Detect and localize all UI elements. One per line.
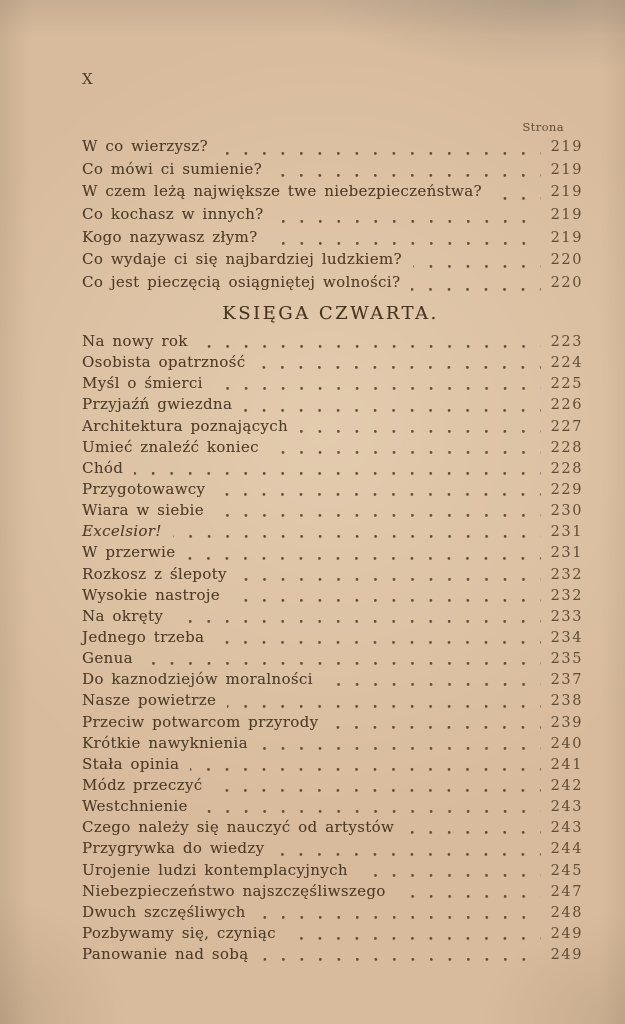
toc-entry-title: Przyjaźń gwiezdna [82, 395, 233, 414]
toc-entry [82, 860, 584, 882]
toc-entry-page-number: 219 [550, 184, 584, 201]
toc-entry-title: Przygotowawcy [82, 479, 206, 498]
dot-leader [273, 174, 541, 177]
toc-entry-title: Stała opinia [82, 754, 180, 773]
dot-leader [231, 599, 541, 602]
toc-entry-title: Osobista opatrzność [82, 353, 246, 372]
toc-entry-title: Co jest pieczęcią osiągniętej wolności? [82, 273, 401, 292]
toc-entry-title: Co mówi ci sumienie? [82, 159, 263, 178]
toc-entry-title: Czego należy się nauczyć od artystów [82, 818, 395, 837]
toc-entry-page-number: 219 [550, 139, 584, 155]
toc-entry-title: Genua [82, 649, 133, 668]
toc-entry-page-number: 224 [550, 355, 584, 372]
toc-entry [82, 522, 584, 543]
dot-leader [190, 768, 540, 771]
toc-entry-page-number: 244 [550, 841, 584, 858]
dot-leader [216, 493, 540, 496]
toc-entry [82, 564, 584, 586]
toc-entry [82, 458, 584, 480]
toc-entry-page-number: 238 [550, 693, 584, 710]
toc-entry-title: Na okręty [82, 606, 164, 625]
toc-entry [82, 479, 584, 501]
toc-entry-page-number: 248 [550, 904, 584, 921]
toc-section-questions [82, 137, 584, 296]
dot-leader [219, 152, 541, 155]
toc-entry-title: Przygrywka do wiedzy [82, 839, 265, 858]
toc-entry [82, 627, 584, 649]
toc-entry-title: Westchnienie [82, 797, 188, 816]
toc-entry-title: Excelsior! [82, 522, 162, 541]
toc-entry-title: W co wierzysz? [82, 137, 208, 155]
toc-entry-title: Módz przeczyć [82, 775, 203, 794]
toc-entry [82, 775, 584, 797]
toc-entry [82, 923, 584, 945]
dot-leader [199, 345, 541, 348]
toc-entry-page-number: 235 [550, 651, 584, 668]
dot-leader [134, 472, 540, 475]
toc-entry [82, 374, 584, 395]
toc-entry-page-number: 230 [550, 503, 584, 520]
toc-entry-title: Wiara w siebie [82, 501, 204, 520]
dot-leader [397, 895, 541, 898]
toc-entry-title: Nasze powietrze [82, 691, 217, 710]
toc-entry-title: Chód [82, 458, 124, 477]
dot-leader [329, 726, 540, 729]
toc-entry-title: Do kaznodziejów moralności [82, 670, 313, 689]
toc-entry-page-number: 243 [550, 799, 584, 816]
toc-entry-title: Przeciw potwarcom przyrody [82, 712, 319, 731]
dot-leader [493, 197, 541, 200]
toc-entry-page-number: 219 [550, 161, 584, 178]
toc-entry-page-number: 226 [550, 397, 584, 414]
toc-entry-title: Wysokie nastroje [82, 585, 220, 604]
toc-entry [82, 818, 584, 839]
dot-leader [260, 958, 541, 961]
toc-entry [82, 585, 584, 607]
dot-leader [215, 514, 541, 517]
dot-leader [144, 662, 541, 665]
toc-entry-title: Panowanie nad sobą [82, 945, 249, 964]
toc-entry [82, 797, 584, 818]
toc-entry-title: Kogo nazywasz złym? [82, 227, 258, 246]
toc-entry [82, 543, 584, 564]
toc-entry-page-number: 228 [550, 439, 584, 456]
toc-entry [82, 205, 584, 228]
dot-leader [287, 937, 541, 940]
toc-entry [82, 159, 584, 183]
toc-entry [82, 754, 584, 776]
toc-entry-page-number: 234 [550, 629, 584, 646]
toc-entry-title: Pozbywamy się, czyniąc [82, 923, 276, 942]
toc-entry-page-number: 240 [550, 735, 584, 752]
toc-entry-title: Co kochasz w innych? [82, 205, 264, 224]
dot-leader [243, 409, 540, 412]
toc-entry-page-number: 231 [550, 545, 584, 562]
dot-leader [256, 366, 540, 369]
toc-entry [82, 353, 584, 374]
page-column-header: Strona [522, 120, 564, 134]
toc-entry-page-number: 229 [550, 481, 584, 498]
toc-entry-title: Krótkie nawyknienia [82, 733, 248, 752]
toc-entry-title: Urojenie ludzi kontemplacyjnych [82, 860, 348, 879]
toc-entry [82, 649, 584, 670]
dot-leader [359, 874, 541, 877]
toc-entry-page-number: 228 [550, 460, 584, 477]
toc-entry-page-number: 219 [550, 207, 584, 224]
toc-entry [82, 839, 584, 860]
dot-leader [299, 430, 541, 433]
toc-entry [82, 670, 584, 691]
toc-entry-title: Myśl o śmierci [82, 374, 203, 393]
toc-entry [82, 227, 584, 251]
page-marker: X [82, 70, 94, 88]
toc-entry-page-number: 227 [550, 418, 584, 435]
dot-leader [269, 242, 541, 245]
dot-leader [405, 831, 540, 834]
toc-entry [82, 250, 584, 273]
toc-entry-page-number: 231 [550, 524, 584, 541]
dot-leader [238, 578, 541, 581]
toc-entry-title: Architektura poznających [82, 416, 288, 435]
dot-leader [257, 916, 541, 919]
toc-entry [82, 606, 584, 628]
toc-entry-page-number: 219 [550, 229, 584, 246]
toc-entry-title: Co wydaje ci się najbardziej ludzkiem? [82, 250, 402, 269]
toc-entry-page-number: 243 [550, 820, 584, 837]
toc-entry-title: Rozkosz z ślepoty [82, 564, 227, 583]
toc-entry-title: Dwuch szczęśliwych [82, 902, 246, 921]
toc-entry [82, 691, 584, 712]
toc-entry [82, 137, 584, 160]
dot-leader [259, 747, 541, 750]
toc-entry-page-number: 233 [550, 608, 584, 625]
toc-entry-page-number: 225 [550, 376, 584, 393]
dot-leader [324, 683, 541, 686]
dot-leader [227, 705, 540, 708]
toc-entry [82, 902, 584, 924]
toc-entry-title: Niebezpieczeństwo najszczęśliwszego [82, 881, 386, 900]
dot-leader [275, 220, 541, 223]
toc-entry [82, 273, 584, 296]
toc-entry-page-number: 220 [550, 252, 584, 269]
toc-entry-page-number: 242 [550, 777, 584, 794]
toc-entry-title: W czem leżą największe twe niebezpieczeństwa? [82, 182, 482, 201]
toc-entry [82, 437, 584, 459]
dot-leader [270, 451, 541, 454]
dot-leader [214, 387, 541, 390]
toc-entry-page-number: 249 [550, 925, 584, 942]
toc-entry-page-number: 245 [550, 862, 584, 879]
dot-leader [186, 557, 540, 560]
toc-entry-title: W przerwie [82, 543, 176, 562]
toc-entry [82, 881, 584, 903]
toc-entry-page-number: 220 [550, 275, 584, 292]
dot-leader [275, 853, 540, 856]
toc-entry [82, 395, 584, 416]
dot-leader [199, 810, 541, 813]
toc-entry-title: Umieć znaleźć koniec [82, 437, 259, 456]
toc-entry-page-number: 232 [550, 566, 584, 583]
toc-entry [82, 501, 584, 522]
dot-leader [173, 535, 541, 538]
toc-entry-title: Jednego trzeba [82, 627, 205, 646]
toc-entry [82, 182, 584, 205]
toc-entry-page-number: 232 [550, 587, 584, 604]
toc-entry-title: Na nowy rok [82, 332, 188, 350]
toc-entry-page-number: 239 [550, 714, 584, 731]
dot-leader [411, 288, 540, 291]
toc-entry-page-number: 241 [550, 756, 584, 773]
toc-entry [82, 945, 584, 966]
section-heading: KSIĘGA CZWARTA. [222, 303, 439, 324]
toc-entry [82, 332, 584, 353]
toc-section-book-four [82, 332, 584, 966]
toc-entry-page-number: 249 [550, 947, 584, 964]
toc-entry-page-number: 247 [550, 883, 584, 900]
dot-leader [215, 641, 540, 644]
toc-entry [82, 416, 584, 438]
dot-leader [213, 789, 540, 792]
toc-entry [82, 733, 584, 755]
toc-entry-page-number: 223 [550, 334, 584, 350]
dot-leader [413, 265, 541, 268]
toc-entry-page-number: 237 [550, 672, 584, 689]
toc-entry [82, 712, 584, 734]
dot-leader [174, 620, 540, 623]
